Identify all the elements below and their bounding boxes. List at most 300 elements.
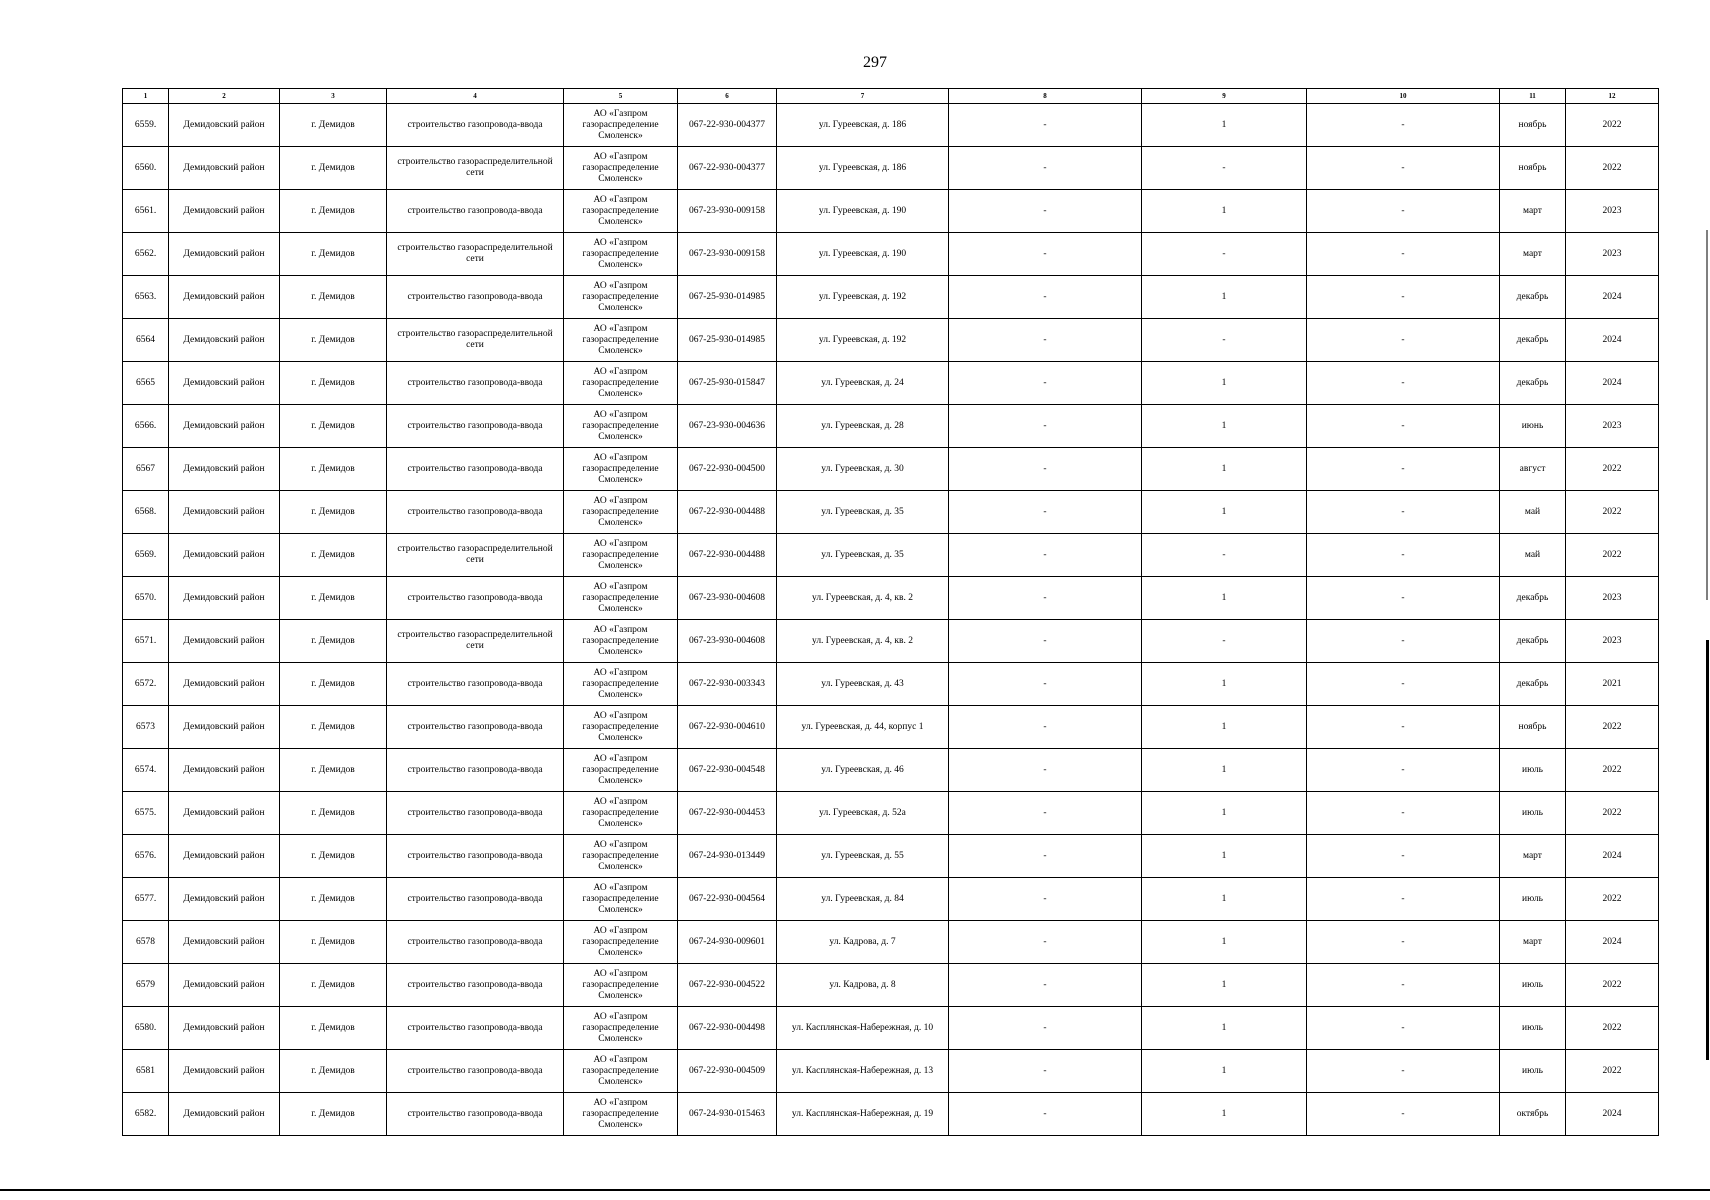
settlement-cell: г. Демидов (280, 921, 387, 964)
col10-cell: - (1307, 663, 1500, 706)
operator-cell: АО «Газпром газораспределение Смоленск» (564, 620, 678, 663)
settlement-cell: г. Демидов (280, 663, 387, 706)
month-cell: декабрь (1500, 663, 1566, 706)
row-number-cell: 6564 (123, 319, 169, 362)
col8-cell: - (949, 749, 1142, 792)
settlement-cell: г. Демидов (280, 620, 387, 663)
month-cell: март (1500, 233, 1566, 276)
operator-cell: АО «Газпром газораспределение Смоленск» (564, 147, 678, 190)
district-cell: Демидовский район (169, 534, 280, 577)
code-cell: 067-22-930-004377 (678, 104, 777, 147)
district-cell: Демидовский район (169, 1050, 280, 1093)
col9-cell: 1 (1142, 663, 1307, 706)
code-cell: 067-22-930-004610 (678, 706, 777, 749)
year-cell: 2024 (1566, 362, 1659, 405)
settlement-cell: г. Демидов (280, 878, 387, 921)
month-cell: декабрь (1500, 319, 1566, 362)
col10-cell: - (1307, 792, 1500, 835)
work-type-cell: строительство газопровода-ввода (387, 921, 564, 964)
row-number-cell: 6566. (123, 405, 169, 448)
operator-cell: АО «Газпром газораспределение Смоленск» (564, 276, 678, 319)
settlement-cell: г. Демидов (280, 835, 387, 878)
year-cell: 2024 (1566, 835, 1659, 878)
year-cell: 2024 (1566, 921, 1659, 964)
col9-cell: 1 (1142, 792, 1307, 835)
operator-cell: АО «Газпром газораспределение Смоленск» (564, 1050, 678, 1093)
year-cell: 2023 (1566, 190, 1659, 233)
operator-cell: АО «Газпром газораспределение Смоленск» (564, 878, 678, 921)
address-cell: ул. Гуреевская, д. 4, кв. 2 (777, 577, 949, 620)
col8-cell: - (949, 577, 1142, 620)
table-row (123, 792, 1659, 835)
settlement-cell: г. Демидов (280, 534, 387, 577)
month-cell: июль (1500, 792, 1566, 835)
table-row (123, 190, 1659, 233)
row-number-cell: 6573 (123, 706, 169, 749)
work-type-cell: строительство газопровода-ввода (387, 362, 564, 405)
settlement-cell: г. Демидов (280, 190, 387, 233)
col8-cell: - (949, 1050, 1142, 1093)
settlement-cell: г. Демидов (280, 577, 387, 620)
operator-cell: АО «Газпром газораспределение Смоленск» (564, 405, 678, 448)
address-cell: ул. Гуреевская, д. 190 (777, 233, 949, 276)
code-cell: 067-24-930-009601 (678, 921, 777, 964)
work-type-cell: строительство газопровода-ввода (387, 749, 564, 792)
work-type-cell: строительство газопровода-ввода (387, 792, 564, 835)
code-cell: 067-22-930-004498 (678, 1007, 777, 1050)
district-cell: Демидовский район (169, 147, 280, 190)
month-cell: ноябрь (1500, 104, 1566, 147)
month-cell: декабрь (1500, 620, 1566, 663)
operator-cell: АО «Газпром газораспределение Смоленск» (564, 749, 678, 792)
year-cell: 2023 (1566, 405, 1659, 448)
address-cell: ул. Кадрова, д. 7 (777, 921, 949, 964)
month-cell: май (1500, 491, 1566, 534)
address-cell: ул. Гуреевская, д. 35 (777, 491, 949, 534)
operator-cell: АО «Газпром газораспределение Смоленск» (564, 663, 678, 706)
col9-cell: - (1142, 534, 1307, 577)
address-cell: ул. Касплянская-Набережная, д. 19 (777, 1093, 949, 1136)
col9-cell: 1 (1142, 491, 1307, 534)
month-cell: декабрь (1500, 577, 1566, 620)
operator-cell: АО «Газпром газораспределение Смоленск» (564, 835, 678, 878)
work-type-cell: строительство газораспределительной сети (387, 233, 564, 276)
col9-cell: - (1142, 147, 1307, 190)
table-row (123, 878, 1659, 921)
col9-cell: 1 (1142, 577, 1307, 620)
code-cell: 067-24-930-013449 (678, 835, 777, 878)
column-header: 6 (678, 89, 777, 104)
code-cell: 067-22-930-004564 (678, 878, 777, 921)
code-cell: 067-22-930-004500 (678, 448, 777, 491)
district-cell: Демидовский район (169, 706, 280, 749)
table-row (123, 663, 1659, 706)
row-number-cell: 6567 (123, 448, 169, 491)
col10-cell: - (1307, 706, 1500, 749)
row-number-cell: 6559. (123, 104, 169, 147)
col9-cell: 1 (1142, 878, 1307, 921)
col9-cell: - (1142, 233, 1307, 276)
col9-cell: 1 (1142, 749, 1307, 792)
operator-cell: АО «Газпром газораспределение Смоленск» (564, 792, 678, 835)
col9-cell: 1 (1142, 190, 1307, 233)
table-row (123, 491, 1659, 534)
operator-cell: АО «Газпром газораспределение Смоленск» (564, 362, 678, 405)
month-cell: декабрь (1500, 362, 1566, 405)
operator-cell: АО «Газпром газораспределение Смоленск» (564, 921, 678, 964)
row-number-cell: 6570. (123, 577, 169, 620)
col8-cell: - (949, 1093, 1142, 1136)
row-number-cell: 6574. (123, 749, 169, 792)
col8-cell: - (949, 448, 1142, 491)
settlement-cell: г. Демидов (280, 1050, 387, 1093)
table-row (123, 1050, 1659, 1093)
month-cell: июль (1500, 749, 1566, 792)
work-type-cell: строительство газопровода-ввода (387, 448, 564, 491)
col9-cell: 1 (1142, 1093, 1307, 1136)
year-cell: 2022 (1566, 534, 1659, 577)
month-cell: июнь (1500, 405, 1566, 448)
address-cell: ул. Гуреевская, д. 190 (777, 190, 949, 233)
district-cell: Демидовский район (169, 749, 280, 792)
col9-cell: 1 (1142, 964, 1307, 1007)
settlement-cell: г. Демидов (280, 749, 387, 792)
operator-cell: АО «Газпром газораспределение Смоленск» (564, 577, 678, 620)
address-cell: ул. Гуреевская, д. 35 (777, 534, 949, 577)
address-cell: ул. Гуреевская, д. 52а (777, 792, 949, 835)
col9-cell: 1 (1142, 448, 1307, 491)
table-row (123, 362, 1659, 405)
row-number-cell: 6565 (123, 362, 169, 405)
address-cell: ул. Гуреевская, д. 46 (777, 749, 949, 792)
operator-cell: АО «Газпром газораспределение Смоленск» (564, 233, 678, 276)
col10-cell: - (1307, 147, 1500, 190)
col9-cell: 1 (1142, 835, 1307, 878)
col10-cell: - (1307, 577, 1500, 620)
settlement-cell: г. Демидов (280, 233, 387, 276)
year-cell: 2022 (1566, 706, 1659, 749)
col9-cell: - (1142, 620, 1307, 663)
settlement-cell: г. Демидов (280, 319, 387, 362)
col10-cell: - (1307, 1093, 1500, 1136)
row-number-cell: 6578 (123, 921, 169, 964)
col10-cell: - (1307, 878, 1500, 921)
header-row (123, 89, 1659, 104)
month-cell: декабрь (1500, 276, 1566, 319)
page-number: 297 (863, 54, 887, 71)
code-cell: 067-22-930-003343 (678, 663, 777, 706)
address-cell: ул. Гуреевская, д. 186 (777, 104, 949, 147)
col8-cell: - (949, 878, 1142, 921)
work-type-cell: строительство газораспределительной сети (387, 534, 564, 577)
col8-cell: - (949, 964, 1142, 1007)
col9-cell: 1 (1142, 362, 1307, 405)
col8-cell: - (949, 835, 1142, 878)
work-type-cell: строительство газопровода-ввода (387, 405, 564, 448)
col10-cell: - (1307, 749, 1500, 792)
col8-cell: - (949, 104, 1142, 147)
col8-cell: - (949, 405, 1142, 448)
row-number-cell: 6568. (123, 491, 169, 534)
work-type-cell: строительство газопровода-ввода (387, 663, 564, 706)
table-row (123, 405, 1659, 448)
district-cell: Демидовский район (169, 448, 280, 491)
col9-cell: 1 (1142, 706, 1307, 749)
settlement-cell: г. Демидов (280, 792, 387, 835)
month-cell: март (1500, 921, 1566, 964)
operator-cell: АО «Газпром газораспределение Смоленск» (564, 104, 678, 147)
operator-cell: АО «Газпром газораспределение Смоленск» (564, 706, 678, 749)
table-row (123, 921, 1659, 964)
row-number-cell: 6581 (123, 1050, 169, 1093)
col10-cell: - (1307, 233, 1500, 276)
work-type-cell: строительство газопровода-ввода (387, 1050, 564, 1093)
table-row (123, 577, 1659, 620)
column-header: 1 (123, 89, 169, 104)
district-cell: Демидовский район (169, 190, 280, 233)
month-cell: июль (1500, 964, 1566, 1007)
document-sheet (122, 88, 1659, 1136)
work-type-cell: строительство газопровода-ввода (387, 964, 564, 1007)
year-cell: 2022 (1566, 1007, 1659, 1050)
col10-cell: - (1307, 491, 1500, 534)
year-cell: 2022 (1566, 964, 1659, 1007)
address-cell: ул. Гуреевская, д. 192 (777, 319, 949, 362)
col8-cell: - (949, 319, 1142, 362)
address-cell: ул. Кадрова, д. 8 (777, 964, 949, 1007)
row-number-cell: 6572. (123, 663, 169, 706)
code-cell: 067-25-930-014985 (678, 319, 777, 362)
code-cell: 067-25-930-014985 (678, 276, 777, 319)
month-cell: июль (1500, 1007, 1566, 1050)
col8-cell: - (949, 706, 1142, 749)
column-header: 8 (949, 89, 1142, 104)
table-row (123, 534, 1659, 577)
col8-cell: - (949, 792, 1142, 835)
col10-cell: - (1307, 1007, 1500, 1050)
code-cell: 067-23-930-009158 (678, 190, 777, 233)
settlement-cell: г. Демидов (280, 1007, 387, 1050)
column-header: 5 (564, 89, 678, 104)
col8-cell: - (949, 534, 1142, 577)
district-cell: Демидовский район (169, 276, 280, 319)
year-cell: 2024 (1566, 276, 1659, 319)
row-number-cell: 6563. (123, 276, 169, 319)
district-cell: Демидовский район (169, 620, 280, 663)
code-cell: 067-23-930-009158 (678, 233, 777, 276)
district-cell: Демидовский район (169, 491, 280, 534)
district-cell: Демидовский район (169, 1093, 280, 1136)
col8-cell: - (949, 1007, 1142, 1050)
work-type-cell: строительство газопровода-ввода (387, 577, 564, 620)
work-type-cell: строительство газопровода-ввода (387, 706, 564, 749)
year-cell: 2022 (1566, 491, 1659, 534)
col10-cell: - (1307, 448, 1500, 491)
table-row (123, 706, 1659, 749)
work-type-cell: строительство газопровода-ввода (387, 491, 564, 534)
col10-cell: - (1307, 835, 1500, 878)
district-cell: Демидовский район (169, 964, 280, 1007)
operator-cell: АО «Газпром газораспределение Смоленск» (564, 190, 678, 233)
operator-cell: АО «Газпром газораспределение Смоленск» (564, 491, 678, 534)
col10-cell: - (1307, 276, 1500, 319)
district-cell: Демидовский район (169, 405, 280, 448)
col10-cell: - (1307, 405, 1500, 448)
col10-cell: - (1307, 1050, 1500, 1093)
address-cell: ул. Гуреевская, д. 4, кв. 2 (777, 620, 949, 663)
operator-cell: АО «Газпром газораспределение Смоленск» (564, 964, 678, 1007)
work-type-cell: строительство газопровода-ввода (387, 878, 564, 921)
table-row (123, 620, 1659, 663)
address-cell: ул. Касплянская-Набережная, д. 10 (777, 1007, 949, 1050)
work-type-cell: строительство газопровода-ввода (387, 1093, 564, 1136)
district-cell: Демидовский район (169, 663, 280, 706)
row-number-cell: 6562. (123, 233, 169, 276)
address-cell: ул. Гуреевская, д. 84 (777, 878, 949, 921)
district-cell: Демидовский район (169, 1007, 280, 1050)
year-cell: 2022 (1566, 878, 1659, 921)
col10-cell: - (1307, 104, 1500, 147)
col10-cell: - (1307, 362, 1500, 405)
work-type-cell: строительство газопровода-ввода (387, 190, 564, 233)
settlement-cell: г. Демидов (280, 448, 387, 491)
column-header: 7 (777, 89, 949, 104)
year-cell: 2023 (1566, 577, 1659, 620)
col10-cell: - (1307, 190, 1500, 233)
district-cell: Демидовский район (169, 233, 280, 276)
col10-cell: - (1307, 319, 1500, 362)
work-type-cell: строительство газораспределительной сети (387, 147, 564, 190)
address-cell: ул. Гуреевская, д. 186 (777, 147, 949, 190)
row-number-cell: 6571. (123, 620, 169, 663)
code-cell: 067-23-930-004608 (678, 577, 777, 620)
code-cell: 067-22-930-004548 (678, 749, 777, 792)
code-cell: 067-25-930-015847 (678, 362, 777, 405)
month-cell: июль (1500, 878, 1566, 921)
col8-cell: - (949, 663, 1142, 706)
district-cell: Демидовский район (169, 104, 280, 147)
col8-cell: - (949, 233, 1142, 276)
year-cell: 2024 (1566, 1093, 1659, 1136)
settlement-cell: г. Демидов (280, 104, 387, 147)
month-cell: июль (1500, 1050, 1566, 1093)
col9-cell: 1 (1142, 1007, 1307, 1050)
column-header: 3 (280, 89, 387, 104)
year-cell: 2024 (1566, 319, 1659, 362)
month-cell: март (1500, 190, 1566, 233)
month-cell: март (1500, 835, 1566, 878)
address-cell: ул. Гуреевская, д. 43 (777, 663, 949, 706)
settlement-cell: г. Демидов (280, 147, 387, 190)
address-cell: ул. Гуреевская, д. 28 (777, 405, 949, 448)
year-cell: 2021 (1566, 663, 1659, 706)
work-type-cell: строительство газопровода-ввода (387, 276, 564, 319)
col10-cell: - (1307, 620, 1500, 663)
scan-edge-mark (1706, 640, 1709, 1060)
settlement-cell: г. Демидов (280, 706, 387, 749)
col10-cell: - (1307, 921, 1500, 964)
code-cell: 067-22-930-004453 (678, 792, 777, 835)
table-row (123, 233, 1659, 276)
row-number-cell: 6561. (123, 190, 169, 233)
col9-cell: - (1142, 319, 1307, 362)
code-cell: 067-22-930-004509 (678, 1050, 777, 1093)
col8-cell: - (949, 491, 1142, 534)
table-row (123, 749, 1659, 792)
settlement-cell: г. Демидов (280, 362, 387, 405)
column-header: 2 (169, 89, 280, 104)
row-number-cell: 6569. (123, 534, 169, 577)
bottom-rule (0, 1189, 1710, 1191)
row-number-cell: 6576. (123, 835, 169, 878)
row-number-cell: 6560. (123, 147, 169, 190)
code-cell: 067-22-930-004522 (678, 964, 777, 1007)
address-cell: ул. Гуреевская, д. 30 (777, 448, 949, 491)
table-row (123, 104, 1659, 147)
code-cell: 067-23-930-004608 (678, 620, 777, 663)
year-cell: 2022 (1566, 749, 1659, 792)
work-type-cell: строительство газораспределительной сети (387, 620, 564, 663)
col8-cell: - (949, 620, 1142, 663)
operator-cell: АО «Газпром газораспределение Смоленск» (564, 448, 678, 491)
col9-cell: 1 (1142, 276, 1307, 319)
code-cell: 067-22-930-004377 (678, 147, 777, 190)
operator-cell: АО «Газпром газораспределение Смоленск» (564, 319, 678, 362)
col9-cell: 1 (1142, 921, 1307, 964)
settlement-cell: г. Демидов (280, 276, 387, 319)
operator-cell: АО «Газпром газораспределение Смоленск» (564, 1007, 678, 1050)
table-row (123, 276, 1659, 319)
month-cell: август (1500, 448, 1566, 491)
table-row (123, 964, 1659, 1007)
work-type-cell: строительство газопровода-ввода (387, 104, 564, 147)
column-header: 12 (1566, 89, 1659, 104)
work-type-cell: строительство газопровода-ввода (387, 835, 564, 878)
data-table (122, 88, 1659, 1136)
table-header (123, 89, 1659, 104)
address-cell: ул. Касплянская-Набережная, д. 13 (777, 1050, 949, 1093)
col10-cell: - (1307, 534, 1500, 577)
column-header: 9 (1142, 89, 1307, 104)
col8-cell: - (949, 147, 1142, 190)
table-row (123, 1093, 1659, 1136)
month-cell: ноябрь (1500, 147, 1566, 190)
district-cell: Демидовский район (169, 319, 280, 362)
operator-cell: АО «Газпром газораспределение Смоленск» (564, 1093, 678, 1136)
year-cell: 2022 (1566, 147, 1659, 190)
col9-cell: 1 (1142, 405, 1307, 448)
year-cell: 2023 (1566, 620, 1659, 663)
col8-cell: - (949, 190, 1142, 233)
col10-cell: - (1307, 964, 1500, 1007)
row-number-cell: 6575. (123, 792, 169, 835)
year-cell: 2022 (1566, 104, 1659, 147)
work-type-cell: строительство газораспределительной сети (387, 319, 564, 362)
district-cell: Демидовский район (169, 792, 280, 835)
operator-cell: АО «Газпром газораспределение Смоленск» (564, 534, 678, 577)
code-cell: 067-24-930-015463 (678, 1093, 777, 1136)
work-type-cell: строительство газопровода-ввода (387, 1007, 564, 1050)
code-cell: 067-23-930-004636 (678, 405, 777, 448)
column-header: 11 (1500, 89, 1566, 104)
settlement-cell: г. Демидов (280, 964, 387, 1007)
col9-cell: 1 (1142, 104, 1307, 147)
settlement-cell: г. Демидов (280, 491, 387, 534)
year-cell: 2023 (1566, 233, 1659, 276)
code-cell: 067-22-930-004488 (678, 491, 777, 534)
address-cell: ул. Гуреевская, д. 192 (777, 276, 949, 319)
scan-edge-mark (1706, 230, 1708, 600)
